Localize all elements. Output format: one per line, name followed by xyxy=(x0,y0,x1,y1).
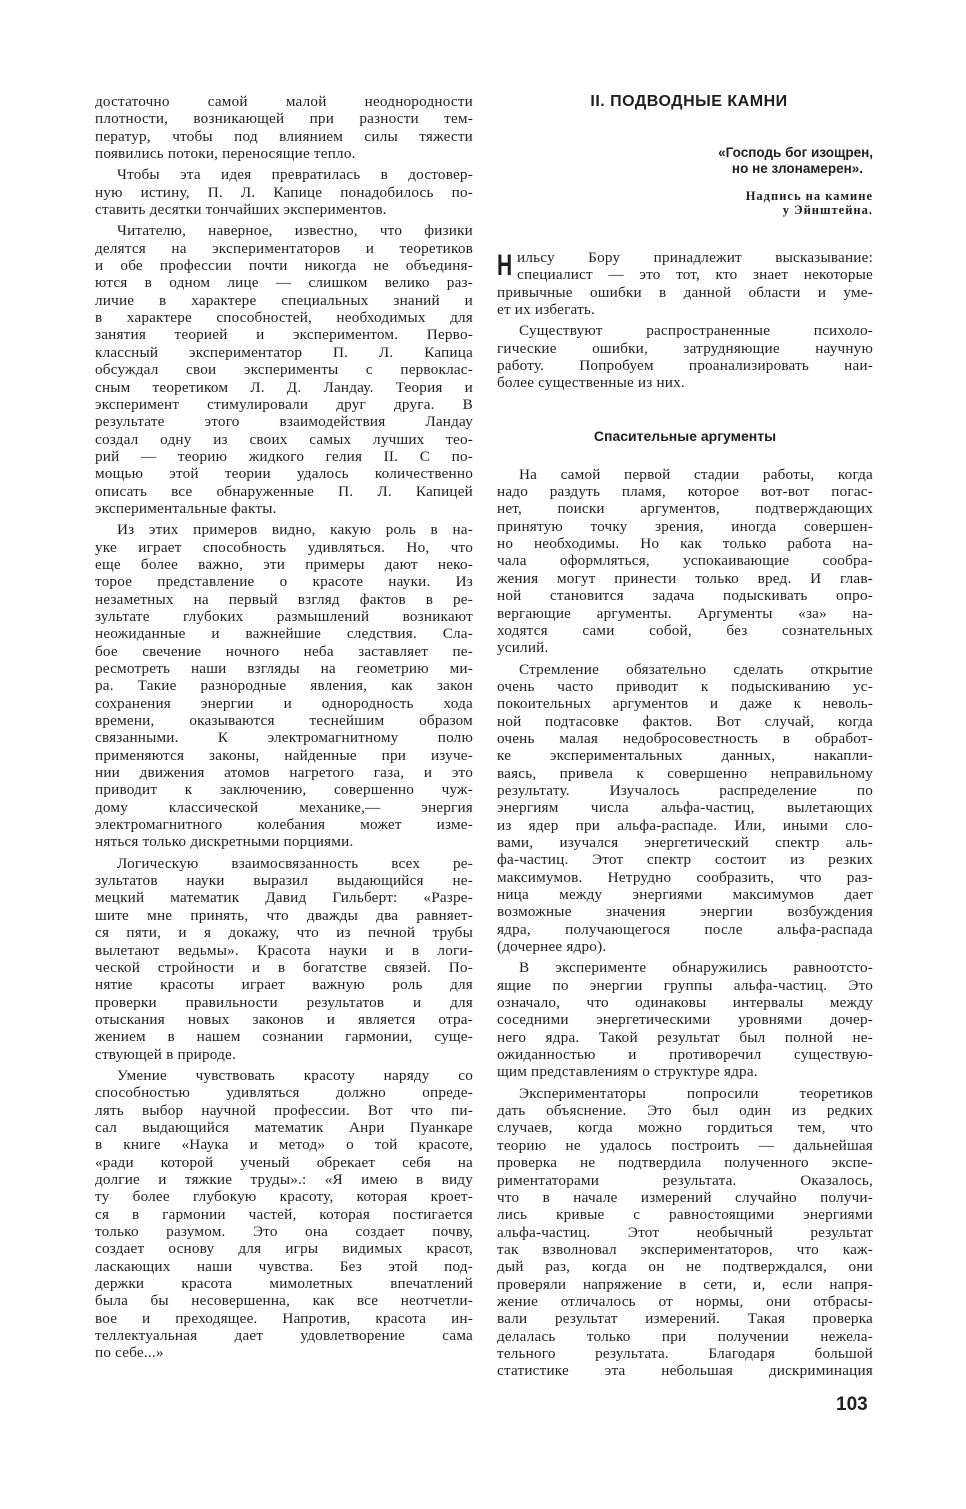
paragraph xyxy=(497,249,873,318)
epigraph-source-line: Надпись на камине xyxy=(745,189,873,203)
text-line: проверка не подтвердила полученного экспе- xyxy=(497,1154,873,1172)
text-line: лять выбор научной профессии. Вот что пи- xyxy=(95,1101,473,1119)
text-line: сал выдающийся математик Анри Пуанкаре xyxy=(95,1118,473,1136)
epigraph xyxy=(497,145,873,177)
text-line: ница между энергиями максимумов дает xyxy=(497,886,873,903)
text-line: делятся на экспериментаторов и теоретиков xyxy=(95,239,473,257)
text-line: рий — теорию жидкого гелия II. С по- xyxy=(95,447,473,465)
paragraph xyxy=(95,1067,473,1362)
text-line: ной подтасовке фактов. Вот случай, когда xyxy=(497,712,873,730)
text-line: вами, изучался энергетический спектр аль- xyxy=(497,833,873,851)
text-line: Экспериментаторы попросили теоретиков xyxy=(519,1084,873,1102)
text-line: фа-частиц. Этот спектр состоит из резких xyxy=(497,851,873,869)
subheading: Спасительные аргументы xyxy=(593,427,777,444)
text-line: энергиям числа альфа-частиц, вылетающих xyxy=(497,799,873,817)
text-line: ся пяти, и я докажу, что из печной трубы xyxy=(95,924,473,942)
text-line: бое свечение ночного неба заставляет пе- xyxy=(95,642,473,660)
paragraph xyxy=(95,222,473,517)
text-line: мощью этой теории удалось количественно xyxy=(95,465,473,483)
paragraph xyxy=(497,661,873,956)
text-line: торое представление о красоте науки. Из xyxy=(95,573,473,591)
text-line: теллектуальная дает удовлетворение сама xyxy=(95,1327,473,1345)
text-line: Чтобы эта идея превратилась в достовер- xyxy=(117,166,473,184)
text-line: плотности, возникающей при разности тем- xyxy=(95,110,473,128)
paragraph xyxy=(497,959,873,1080)
text-line: проверки правильности результатов и для xyxy=(95,993,473,1011)
text-line: В эксперименте обнаружились равноотсто- xyxy=(519,959,873,977)
text-line: работу. Попробуем проанализировать наи- xyxy=(497,357,873,375)
text-line: появились потоки, переносящие тепло. xyxy=(95,145,356,163)
section-title: II. ПОДВОДНЫЕ КАМНИ xyxy=(590,93,788,110)
text-line: вое и преходящее. Напротив, красота ин- xyxy=(95,1309,473,1327)
text-line: долгие и тяжкие труды».: «Я имею в виду xyxy=(95,1170,473,1188)
text-line: (дочернее ядро). xyxy=(497,938,607,956)
text-line: Логическую взаимосвязанность всех ре- xyxy=(117,854,473,872)
text-line: занятия теорией и экспериментом. Перво- xyxy=(95,326,473,344)
text-line: чала оформляться, успокаивающие сообра- xyxy=(497,552,873,570)
text-line: жение отличалось от нормы, они отбрасы- xyxy=(497,1292,873,1310)
text-line: Стремление обязательно сделать открытие xyxy=(519,660,873,678)
text-line: приводит к заключению, совершенно чуж- xyxy=(95,781,473,799)
text-line: связанными. К электромагнитному полю xyxy=(95,729,473,747)
text-line: создает основу для игры видимых красот, xyxy=(95,1240,473,1258)
text-line: зультате глубоких размышлений возникают xyxy=(95,607,473,625)
text-line: еще более важно, эти примеры дают неко- xyxy=(95,555,473,573)
text-line: так взволновал экспериментаторов, что каж- xyxy=(497,1240,873,1258)
text-line: ную истину, П. Л. Капице понадобилось по- xyxy=(95,183,473,201)
text-line: ласкающих наши чувства. Без этой под- xyxy=(95,1257,473,1275)
right-body xyxy=(497,466,873,1380)
text-line: ся в гармонии частей, которая постигается xyxy=(95,1205,473,1223)
text-line: ной становится задача подыскивать опро- xyxy=(497,587,873,605)
text-line: электромагнитного колебания может изме- xyxy=(95,816,473,834)
paragraph xyxy=(497,322,873,391)
right-column xyxy=(497,93,873,1384)
text-line: покоительных аргументов и даже к неволь- xyxy=(497,695,873,713)
text-line: была бы несовершенна, как все неотчетли- xyxy=(95,1292,473,1310)
text-line: сохранения энергии и однородность хода xyxy=(95,694,473,712)
text-line: обсуждал свои эксперименты с первоклас- xyxy=(95,361,473,379)
paragraph xyxy=(95,855,473,1063)
text-line: максимумов. Нетрудно сообразить, что раз- xyxy=(497,868,873,886)
text-line: очень малая недобросовестность в обработ- xyxy=(497,729,873,747)
text-line: уке играет способность удивляться. Но, что xyxy=(95,538,473,556)
text-line: теорию не удалось построить — дальнейшая xyxy=(497,1136,873,1154)
text-line: экспериментальные факты. xyxy=(95,499,277,517)
text-line: «ради которой ученый обрекает себя на xyxy=(95,1153,473,1171)
paragraph xyxy=(95,521,473,851)
text-line: только разумом. Это она создает почву, xyxy=(95,1223,473,1240)
text-line: вылетают ведьмы». Красота науки и в логи- xyxy=(95,941,473,959)
text-line: проверяли напряжение в сети, и, если напря- xyxy=(497,1275,873,1293)
text-line: что в начале измерений случайно получи- xyxy=(497,1188,873,1206)
text-line: специалист — это тот, кто знает некоторые xyxy=(517,266,873,284)
text-line: ящие по энергии группы альфа-частиц. Это xyxy=(497,976,873,994)
text-line: соседними энергетическими уровнями дочер- xyxy=(497,1011,873,1029)
left-column xyxy=(95,93,473,1366)
text-line: гические ошибки, затрудняющие научную xyxy=(497,339,873,357)
text-line: шите мне принять, что дважды два равняет- xyxy=(95,906,473,924)
text-line: ожиданностью и противоречил существую- xyxy=(497,1046,873,1064)
text-line: возможные значения энергии возбуждения xyxy=(497,903,873,921)
text-line: вергающие аргументы. Аргументы «за» на- xyxy=(497,604,873,622)
text-line: ствующей в природе. xyxy=(95,1045,236,1063)
text-line: статистике эта небольшая дискриминация xyxy=(497,1362,873,1380)
text-line: случаев, когда можно гордиться тем, что xyxy=(497,1119,873,1137)
text-line: означало, что одинаковы интервалы между xyxy=(497,994,873,1012)
text-line: привычные ошибки в данной области и уме- xyxy=(497,283,873,301)
text-line: усилий. xyxy=(497,639,549,657)
text-line: вали результат измерений. Такая проверка xyxy=(497,1310,873,1328)
epigraph-source xyxy=(497,189,873,217)
text-line: ются в одном лице — слишком велико раз- xyxy=(95,274,473,292)
text-line: ядра, получающегося после альфа-распада xyxy=(497,920,873,938)
text-line: ке экспериментальных данных, накапли- xyxy=(497,747,873,765)
text-line: него ядра. Такой результат был полной не- xyxy=(497,1028,873,1046)
text-line: времени, оказываются теснейшим образом xyxy=(95,712,473,730)
text-line: описать все обнаруженные П. Л. Капицей xyxy=(95,482,473,500)
text-line: зультатов науки выразил выдающийся не- xyxy=(95,872,473,890)
text-line: в книге «Наука и метод» о той красоте, xyxy=(95,1136,473,1154)
text-line: отыскания новых законов и является отра- xyxy=(95,1010,473,1028)
text-line: надо раздуть пламя, которое вот-вот погас- xyxy=(497,483,873,501)
text-line: ресмотреть наши взгляды на геометрию ми- xyxy=(95,660,473,677)
text-line: принятую точку зрения, иногда совершен- xyxy=(497,517,873,535)
text-line: сным теоретиком Л. Д. Ландау. Теория и xyxy=(95,378,473,396)
text-line: ет их избегать. xyxy=(497,301,596,319)
text-line: лись кривые с равностоящими энергиями xyxy=(497,1206,873,1224)
text-line: ходятся сами собой, без сознательных xyxy=(497,621,873,639)
text-line: ставить десятки тончайших экспериментов. xyxy=(95,201,387,219)
text-line: ческой стройности и в богатстве связей. По- xyxy=(95,958,473,976)
text-line: жением в нашем сознании гармонии, суще- xyxy=(95,1028,473,1046)
text-line: применяются законы, найденные при изуче- xyxy=(95,746,473,764)
text-line: Из этих примеров видно, какую роль в на- xyxy=(117,521,473,539)
text-line: результате этого взаимодействия Ландау xyxy=(95,413,473,431)
text-line: создал одну из своих самых лучших тео- xyxy=(95,430,473,448)
text-line: жения могут принести только вред. И глав- xyxy=(497,569,873,587)
drop-cap: Н xyxy=(497,249,513,282)
paragraph xyxy=(497,1085,873,1380)
text-line: ту более глубокую красоту, которая кроет- xyxy=(95,1188,473,1206)
text-line: по себе...» xyxy=(95,1344,164,1362)
text-line: На самой первой стадии работы, когда xyxy=(519,465,873,483)
text-line: способностью удивляться должно опреде- xyxy=(95,1084,473,1102)
text-line: личие в характере специальных знаний и xyxy=(95,291,473,309)
epigraph-source-line: у Эйнштейна. xyxy=(782,203,873,217)
text-line: ра. Такие разнородные явления, как закон xyxy=(95,677,473,695)
text-line: более существенные из них. xyxy=(497,374,685,392)
text-line: мецкий математик Давид Гильберт: «Разре- xyxy=(95,889,473,907)
text-line: и обе профессии почти никогда не объединя- xyxy=(95,257,473,275)
text-line: Существуют распространенные психоло- xyxy=(519,322,873,340)
paragraph xyxy=(95,93,473,162)
text-line: классный экспериментатор П. Л. Капица xyxy=(95,343,473,361)
text-line: в характере способностей, необходимых для xyxy=(95,309,473,327)
text-line: из ядер при альфа-распаде. Или, иными сло- xyxy=(497,816,873,834)
text-line: альфа-частиц. Этот необычный результат xyxy=(497,1223,873,1241)
text-line: держки красота мимолетных впечатлений xyxy=(95,1275,473,1293)
page-number: 103 xyxy=(836,1394,868,1415)
text-line: но необходимы. Но как только работа на- xyxy=(497,535,873,553)
text-line: нии движения атомов нагретого газа, и это xyxy=(95,764,473,782)
paragraph xyxy=(95,166,473,218)
text-line: нет, поиски аргументов, подтверждающих xyxy=(497,500,873,518)
text-line: риментаторами результата. Оказалось, xyxy=(497,1171,873,1189)
text-line: ваясь, привела к совершенно неправильному xyxy=(497,764,873,782)
text-line: достаточно самой малой неоднородности xyxy=(95,93,473,110)
text-line: щим представлениям о структуре ядра. xyxy=(497,1063,758,1081)
intro-section xyxy=(497,249,873,392)
text-line: ператур, чтобы под влиянием силы тяжести xyxy=(95,127,473,145)
text-line: ильсу Бору принадлежит высказывание: xyxy=(517,249,873,266)
text-line: дать объяснение. Это был один из редких xyxy=(497,1102,873,1120)
text-line: эксперимент стимулировали друг друга. В xyxy=(95,395,473,413)
text-line: Читателю, наверное, известно, что физики xyxy=(117,222,473,240)
epigraph-line: но не злонамерен». xyxy=(731,161,863,176)
text-line: Умение чувствовать красоту наряду со xyxy=(117,1066,473,1084)
text-line: очень часто приводит к подыскиванию ус- xyxy=(497,677,873,695)
epigraph-line: «Господь бог изощрен, xyxy=(718,145,873,160)
paragraph xyxy=(497,466,873,657)
text-line: результату. Изучалось распределение по xyxy=(497,781,873,799)
text-line: дый раз, когда он не подтверждался, они xyxy=(497,1258,873,1276)
text-line: няться только дискретными порциями. xyxy=(95,833,354,851)
text-line: нятие красоты играет важную роль для xyxy=(95,976,473,994)
text-line: дому классической механике,— энергия xyxy=(95,798,473,816)
text-line: неожиданные и важнейшие следствия. Сла- xyxy=(95,625,473,643)
text-line: делалась только при получении нежела- xyxy=(497,1327,873,1345)
text-line: незаметных на первый взгляд фактов в ре- xyxy=(95,590,473,608)
text-line: тельного результата. Благодаря большой xyxy=(497,1344,873,1362)
